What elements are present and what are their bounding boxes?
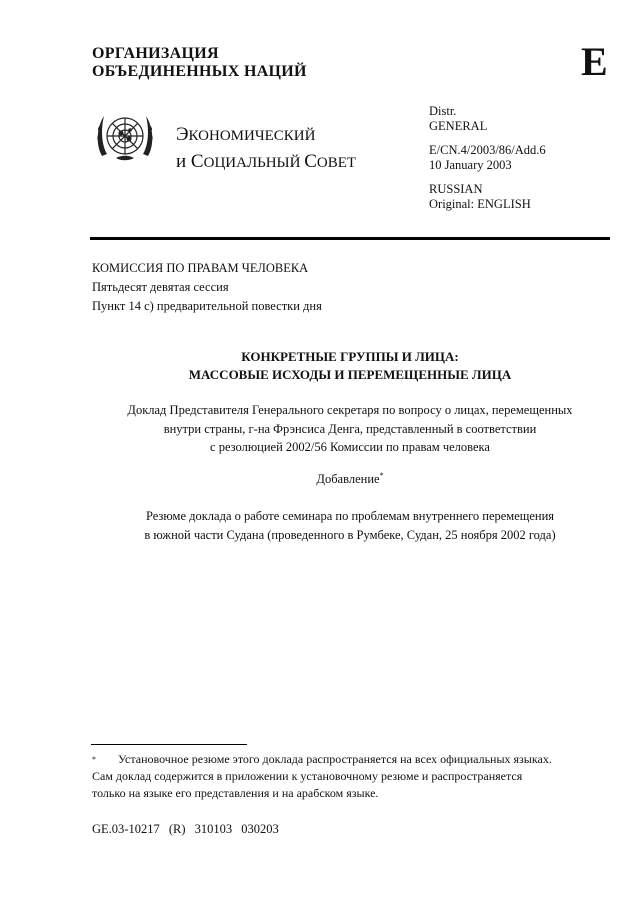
council-line-2: и СОЦИАЛЬНЫЙ СОВЕТ	[176, 151, 357, 172]
distribution-block	[429, 104, 546, 211]
summary-line-2: в южной части Судана (проведенного в Румбеке, Судан, 25 ноября 2002 года)	[144, 527, 556, 542]
document-date: 10 January 2003	[429, 157, 512, 172]
title-line-1: КОНКРЕТНЫЕ ГРУППЫ И ЛИЦА:	[241, 349, 459, 364]
title-line-2: МАССОВЫЕ ИСХОДЫ И ПЕРЕМЕЩЕННЫЕ ЛИЦА	[188, 367, 512, 382]
document-language: RUSSIAN	[429, 182, 483, 196]
council-name	[176, 122, 356, 176]
footnote-mark: *	[92, 755, 96, 764]
summary-title	[90, 507, 610, 544]
footnote-divider	[91, 744, 247, 745]
document-title	[90, 348, 610, 384]
addendum-footnote-mark: *	[379, 471, 384, 480]
report-line-1: Доклад Представителя Генерального секретаря по вопросу о лицах, перемещенных	[127, 403, 573, 417]
addendum-label	[90, 471, 610, 487]
addendum-text: Добавление	[316, 472, 380, 487]
commission-name: КОМИССИЯ ПО ПРАВАМ ЧЕЛОВЕКА	[92, 261, 309, 275]
language-letter: E	[581, 39, 608, 84]
un-emblem-icon	[94, 106, 156, 166]
footnote-line-3: только на языке его представления и на арабском языке.	[92, 786, 379, 800]
footnote-line-1: * Установочное резюме этого доклада распространяется на всех официальных языках.	[92, 752, 552, 766]
organization-name	[92, 45, 307, 81]
council-line-1: ЭКОНОМИЧЕСКИЙ	[176, 124, 316, 145]
commission-session: Пятьдесят девятая сессия	[92, 280, 229, 294]
summary-line-1: Резюме доклада о работе семинара по проблемам внутреннего перемещения	[145, 509, 555, 523]
document-symbol: E/CN.4/2003/86/Add.6	[429, 143, 546, 157]
original-language: Original: ENGLISH	[429, 196, 531, 211]
header-divider	[90, 237, 610, 240]
report-description	[90, 401, 610, 457]
agenda-item: Пункт 14 c) предварительной повестки дня	[92, 299, 322, 313]
distr-label: Distr.	[429, 104, 457, 118]
report-line-2: внутри страны, г-на Фрэнсиса Денга, представленный в соответствии	[163, 421, 537, 436]
commission-block	[92, 259, 322, 316]
org-line-2: ОБЪЕДИНЕННЫХ НАЦИЙ	[92, 63, 307, 80]
footnote-line-2: Сам доклад содержится в приложении к установочному резюме и распространяется	[92, 769, 523, 783]
footnote	[92, 751, 612, 802]
distr-general: GENERAL	[429, 118, 488, 133]
report-line-3: с резолюцией 2002/56 Комиссии по правам человека	[210, 440, 490, 454]
org-line-1: ОРГАНИЗАЦИЯ	[92, 45, 219, 62]
document-number: GE.03-10217 (R) 310103 030203	[92, 822, 279, 836]
